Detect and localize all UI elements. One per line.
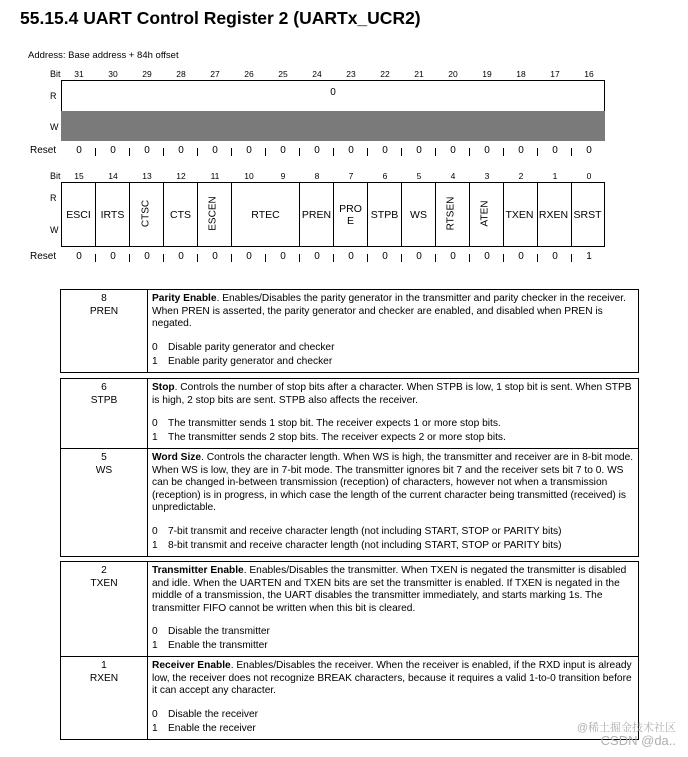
upper-reset-value-9: 0: [382, 145, 388, 156]
field-aten: ATEN: [479, 200, 491, 227]
pren-title: Parity Enable: [152, 293, 217, 304]
upper-bit-number-10: 21: [414, 69, 424, 79]
field-desc-pren: [60, 289, 639, 373]
field-txen: TXEN: [505, 208, 534, 221]
field-rxen: RXEN: [538, 208, 569, 221]
upper-bit-number-3: 28: [176, 69, 186, 79]
field-divider: [197, 182, 198, 246]
txen-title: Transmitter Enable: [152, 565, 244, 576]
pren-bit: 8: [101, 293, 107, 304]
reset-tick: [537, 148, 538, 156]
upper-reset-value-10: 0: [416, 145, 422, 156]
reset-tick: [95, 254, 96, 262]
stpb-bit: 6: [101, 382, 107, 393]
txen-bit-cell: [61, 562, 148, 657]
w-row-label-lower: W: [50, 225, 59, 235]
upper-reset-value-2: 0: [144, 145, 150, 156]
stpb-option-1: 1 The transmitter sends 2 stop bits. The receiver expects 2 or more stop bits.: [152, 432, 506, 443]
reset-tick: [571, 148, 572, 156]
lower-bit-number-5: 10: [244, 171, 254, 181]
rxen-option-1: 1 Enable the receiver: [152, 722, 256, 734]
upper-bit-number-5: 26: [244, 69, 254, 79]
lower-reset-value-0: 0: [76, 251, 82, 262]
txen-desc: . Enables/Disables the transmitter. When TXEN is negated the transmitter is disabled and idle. When the UARTEN and TXEN bits are set the transmitter is enabled. If TXEN is negated in the middle of a transmission, the UART disables the transmitter immediately, and starts marking 1s. The transmitter FIFO cannot be written when this bit is cleared.: [152, 565, 627, 614]
reset-tick: [333, 148, 334, 156]
upper-bit-number-13: 18: [516, 69, 526, 79]
w-row-label: W: [50, 122, 59, 132]
reset-tick: [435, 254, 436, 262]
rxen-title: Receiver Enable: [152, 660, 231, 671]
lower-bit-number-6: 9: [280, 171, 286, 181]
field-escen: ESCEN: [207, 196, 219, 231]
field-ctsc: CTSC: [140, 199, 152, 228]
field-rtec: RTEC: [251, 208, 280, 221]
ws-option-0: 0 7-bit transmit and receive character length (not including START, STOP or PARITY bits): [152, 525, 562, 537]
lower-bit-number-15: 0: [586, 171, 592, 181]
reset-tick: [197, 148, 198, 156]
pren-name: PREN: [89, 305, 119, 317]
lower-reset-value-4: 0: [212, 251, 218, 262]
pren-option-0: 0 Disable parity generator and checker: [152, 341, 335, 353]
lower-bit-number-9: 6: [382, 171, 388, 181]
reset-tick: [265, 148, 266, 156]
reset-tick: [129, 148, 130, 156]
field-srst: SRST: [573, 208, 602, 221]
upper-reset-value-13: 0: [518, 145, 524, 156]
lower-bit-number-10: 5: [416, 171, 422, 181]
txen-bit: 2: [101, 565, 107, 576]
lower-reset-value-2: 0: [144, 251, 150, 262]
stpb-bit-cell: [61, 379, 148, 449]
lower-reset-value-15: 1: [586, 251, 592, 262]
lower-bit-number-13: 2: [518, 171, 524, 181]
lower-reset-value-1: 0: [110, 251, 116, 262]
upper-r-value: 0: [330, 87, 336, 98]
upper-reset-value-12: 0: [484, 145, 490, 156]
upper-bit-number-6: 25: [278, 69, 288, 79]
pren-desc: . Enables/Disables the parity generator in the transmitter and parity checker in the receiver. When PREN is asserted, the parity generator and checker are enabled, and disabled when PREN is negated.: [152, 293, 626, 329]
lower-reset-value-11: 0: [450, 251, 456, 262]
field-desc-txen-rxen: [60, 561, 639, 740]
reset-tick: [231, 148, 232, 156]
lower-reset-value-12: 0: [484, 251, 490, 262]
upper-w-row-reserved: [61, 111, 605, 141]
reset-tick: [231, 254, 232, 262]
reset-tick: [299, 148, 300, 156]
reset-tick: [367, 148, 368, 156]
upper-bit-number-14: 17: [550, 69, 560, 79]
field-stpb: STPB: [370, 208, 399, 221]
rxen-bit-cell: [61, 657, 148, 740]
stpb-option-0: 0 The transmitter sends 1 stop bit. The receiver expects 1 or more stop bits.: [152, 418, 501, 429]
stpb-desc-cell: [148, 379, 639, 449]
field-rtsen: RTSEN: [445, 196, 457, 231]
field-divider: [435, 182, 436, 246]
upper-bit-number-12: 19: [482, 69, 492, 79]
rxen-desc-cell: [148, 657, 639, 740]
reset-tick: [469, 148, 470, 156]
watermark-juejin: @稀土掘金技术社区: [576, 722, 676, 734]
reset-tick: [95, 148, 96, 156]
ws-bit: 5: [101, 452, 107, 463]
stpb-name: STPB: [90, 394, 118, 406]
upper-reset-value-0: 0: [76, 145, 82, 156]
bit-row-label-lower: Bit: [50, 171, 61, 181]
upper-reset-value-6: 0: [280, 145, 286, 156]
lower-bit-number-2: 13: [142, 171, 152, 181]
upper-bit-number-8: 23: [346, 69, 356, 79]
bit-row-label: Bit: [50, 69, 61, 79]
reset-tick: [129, 254, 130, 262]
txen-name: TXEN: [90, 577, 118, 589]
reset-tick: [401, 254, 402, 262]
page-title: 55.15.4 UART Control Register 2 (UARTx_UCR2): [20, 8, 421, 28]
upper-reset-label: Reset: [30, 145, 57, 156]
lower-bit-number-11: 4: [450, 171, 456, 181]
upper-reset-value-5: 0: [246, 145, 252, 156]
lower-reset-label: Reset: [30, 251, 57, 262]
upper-bit-number-2: 29: [142, 69, 152, 79]
field-divider: [469, 182, 470, 246]
ws-option-1: 1 8-bit transmit and receive character length (not including START, STOP or PARITY bits): [152, 539, 562, 551]
stpb-desc: . Controls the number of stop bits after a character. When STPB is low, 1 stop bit is sent. When STPB is high, 2 stop bits are sent. STPB also affects the receiver.: [152, 382, 632, 406]
field-irts: IRTS: [100, 208, 125, 221]
upper-bit-number-15: 16: [584, 69, 594, 79]
address-offset: Address: Base address + 84h offset: [28, 50, 179, 61]
upper-bit-number-0: 31: [74, 69, 84, 79]
reset-tick: [469, 254, 470, 262]
ws-bit-cell: [61, 449, 148, 557]
r-row-label: R: [50, 91, 57, 101]
upper-reset-value-8: 0: [348, 145, 354, 156]
watermark-csdn: CSDN @da..: [600, 733, 676, 748]
upper-bit-number-9: 22: [380, 69, 390, 79]
rxen-bit: 1: [101, 660, 107, 671]
field-proe-line2: E: [346, 215, 354, 227]
ws-desc: . Controls the character length. When WS is high, the transmitter and receiver are in 8-bit mode. When WS is low, they are in 7-bit mode. The transmitter ignores bit 7 and the receiver sets bit 7 to 0. WS can be changed in-between transmission (reception) of characters, however not when a transmission (reception) is in progress, in which case the length of the current character being transmitted (received) is unpredictable.: [152, 452, 634, 513]
lower-reset-value-8: 0: [348, 251, 354, 262]
lower-bit-number-3: 12: [176, 171, 186, 181]
lower-reset-value-10: 0: [416, 251, 422, 262]
lower-reset-value-9: 0: [382, 251, 388, 262]
ws-name: WS: [95, 464, 113, 476]
reset-tick: [503, 254, 504, 262]
ws-title: Word Size: [152, 452, 202, 463]
field-pren: PREN: [301, 208, 332, 221]
ws-desc-cell: [148, 449, 639, 557]
upper-reset-value-4: 0: [212, 145, 218, 156]
rxen-name: RXEN: [89, 672, 119, 684]
reset-tick: [265, 254, 266, 262]
lower-reset-value-14: 0: [552, 251, 558, 262]
upper-reset-value-1: 0: [110, 145, 116, 156]
reset-tick: [503, 148, 504, 156]
upper-bit-number-4: 27: [210, 69, 220, 79]
reset-tick: [537, 254, 538, 262]
lower-bit-number-8: 7: [348, 171, 354, 181]
lower-reset-value-7: 0: [314, 251, 320, 262]
upper-bit-number-7: 24: [312, 69, 322, 79]
field-proe: [334, 203, 367, 227]
reset-tick: [571, 254, 572, 262]
field-desc-stpb-ws: [60, 378, 639, 557]
pren-bit-cell: [61, 290, 148, 373]
field-divider: [129, 182, 130, 246]
upper-reset-value-15: 0: [586, 145, 592, 156]
rxen-option-0: 0 Disable the receiver: [152, 708, 259, 720]
txen-desc-cell: [148, 562, 639, 657]
lower-reset-value-13: 0: [518, 251, 524, 262]
upper-bit-number-11: 20: [448, 69, 458, 79]
upper-reset-value-14: 0: [552, 145, 558, 156]
field-cts: CTS: [170, 208, 191, 221]
reset-tick: [197, 254, 198, 262]
stpb-title: Stop: [152, 382, 175, 393]
upper-reset-value-11: 0: [450, 145, 456, 156]
upper-bit-number-1: 30: [108, 69, 118, 79]
lower-bit-number-1: 14: [108, 171, 118, 181]
field-esci: ESCI: [66, 208, 91, 221]
field-ws: WS: [410, 208, 427, 221]
txen-option-1: 1 Enable the transmitter: [152, 640, 268, 651]
lower-bit-number-0: 15: [74, 171, 84, 181]
upper-reset-value-3: 0: [178, 145, 184, 156]
reset-tick: [163, 148, 164, 156]
pren-desc-cell: [148, 290, 639, 373]
lower-reset-value-5: 0: [246, 251, 252, 262]
rxen-desc: . Enables/Disables the receiver. When the receiver is enabled, if the RXD input is already low, the receiver does not recognize BREAK characters, because it requires a valid 1-to-0 transition before it can accept any character.: [152, 660, 632, 696]
lower-bit-number-7: 8: [314, 171, 320, 181]
r-row-label-lower: R: [50, 193, 57, 203]
upper-reset-value-7: 0: [314, 145, 320, 156]
txen-option-0: 0 Disable the transmitter: [152, 626, 270, 637]
reset-tick: [435, 148, 436, 156]
pren-option-1: 1 Enable parity generator and checker: [152, 355, 333, 367]
lower-bit-number-14: 1: [552, 171, 558, 181]
reset-tick: [299, 254, 300, 262]
reset-tick: [333, 254, 334, 262]
reset-tick: [401, 148, 402, 156]
lower-reset-value-6: 0: [280, 251, 286, 262]
lower-bit-number-4: 11: [210, 171, 220, 181]
reset-tick: [367, 254, 368, 262]
lower-reset-value-3: 0: [178, 251, 184, 262]
lower-bit-number-12: 3: [484, 171, 490, 181]
reset-tick: [163, 254, 164, 262]
field-proe-line1: PRO: [339, 203, 362, 215]
